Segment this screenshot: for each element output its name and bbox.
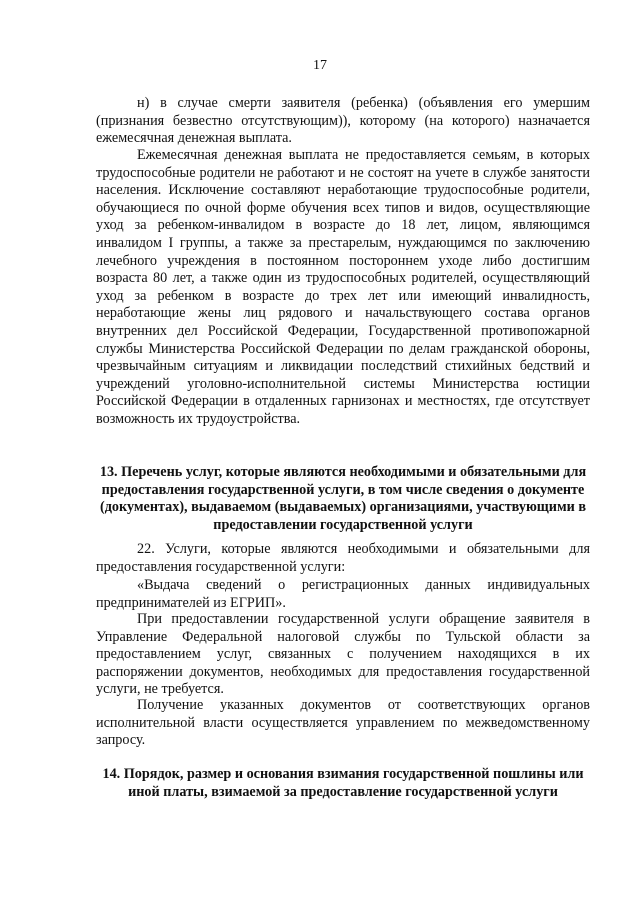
section-heading-13: 13. Перечень услуг, которые являются необходимыми и обязательными для предоставления государственной услуги, в том числе сведения о документе (документах), выдаваемом (выдаваемых) организациями, участвующими в предоставлении государственной услуги: [99, 464, 587, 533]
paragraph-applicant-request: При предоставлении государственной услуги обращение заявителя в Управление Федеральной налоговой службы по Тульской области за предоставлением услуг, связанных с получением находящихся в их распоряжении документов, необходимых для предоставления государственной услуги, не требуется.: [96, 611, 590, 698]
section-heading-14: 14. Порядок, размер и основания взимания государственной пошлины или иной платы, взимаемой за предоставление государственной услуги: [102, 766, 584, 800]
paragraph-monthly-payment-exclusion: Ежемесячная денежная выплата не предоставляется семьям, в которых трудоспособные родители не работают и не состоят на учете в службе занятости населения. Исключение составляют неработающие трудоспособные родители, обучающиеся по очной форме обучения всех типов и видов, осуществляющие уход за ребенком-инвалидом в возрасте до 18 лет, лицом, являющимся инвалидом I группы, а также за престарелым, нуждающимся по заключению лечебного учреждения в постоянном постороннем уходе либо достигшим возраста 80 лет, а также один из трудоспособных родителей, осуществляющий уход за ребенком в возрасте до трех лет или имеющий инвалидность, неработающие жены лиц рядового и начальствующего состава органов внутренних дел Российской Федерации, Государственной противопожарной службы Министерства Российской Федерации по делам гражданской обороны, чрезвычайным ситуациям и ликвидации последствий стихийных бедствий и учреждений уголовно-исполнительной системы Министерства юстиции Российской Федерации в отдаленных гарнизонах и местностях, где отсутствует возможность их трудоустройства.: [96, 147, 590, 427]
paragraph-item-n: н) в случае смерти заявителя (ребенка) (объявления его умершим (признания безвестно отсутствующим)), которому (на которого) назначается ежемесячная денежная выплата.: [96, 95, 590, 147]
page-number: 17: [313, 58, 327, 73]
paragraph-22: 22. Услуги, которые являются необходимыми и обязательными для предоставления государственной услуги:: [96, 541, 590, 575]
paragraph-interagency-request: Получение указанных документов от соответствующих органов исполнительной власти осуществляется управлением по межведомственному запросу.: [96, 697, 590, 749]
paragraph-service-name: «Выдача сведений о регистрационных данных индивидуальных предпринимателей из ЕГРИП».: [96, 577, 590, 611]
